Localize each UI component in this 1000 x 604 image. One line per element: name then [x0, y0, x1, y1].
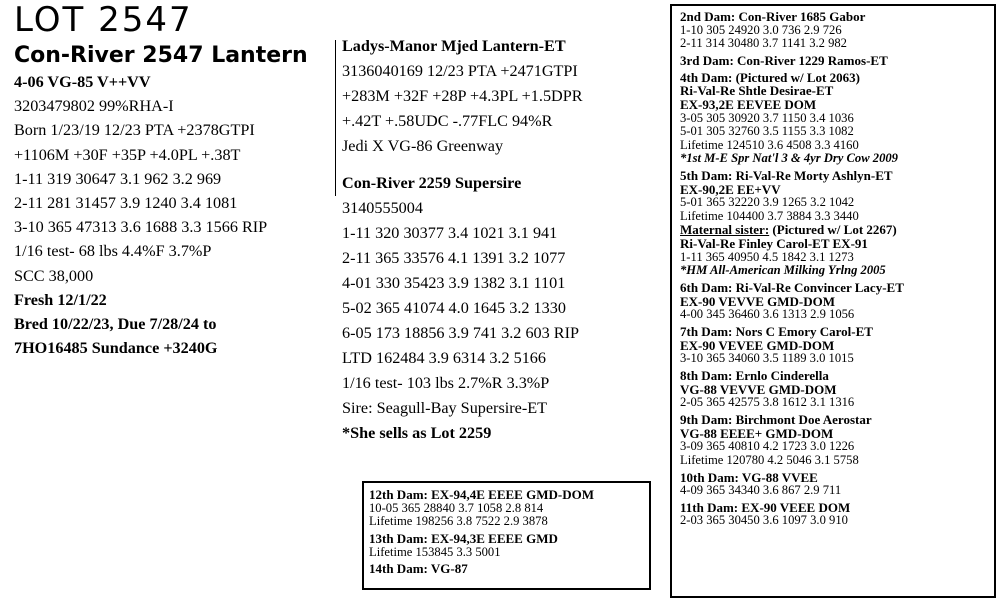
dam-3-entry	[680, 54, 994, 68]
dam-2-record: 2-11 314 30480 3.7 1141 3.2 982	[680, 36, 847, 51]
lot-born-pta: Born 1/23/19 12/23 PTA +2378GTPI	[14, 121, 255, 140]
dam-9-classification: VG-88 EEEE+ GMD-DOM	[680, 425, 834, 441]
dam-5-classification: EX-90,2E EE+VV	[680, 181, 781, 197]
dam-10-record: 4-09 365 34340 3.6 867 2.9 711	[680, 483, 842, 498]
sire-traits: +.42T +.58UDC -.77FLC 94%R	[342, 112, 553, 130]
sire-reg-pta: 3136040169 12/23 PTA +2471GTPI	[342, 62, 578, 80]
dam-11-entry	[680, 501, 994, 528]
dam-12-record: 10-05 365 28840 3.7 1058 2.8 814	[369, 500, 544, 515]
dam-14-entry	[369, 562, 649, 576]
extended-pedigree-box	[362, 481, 651, 590]
dam-4-record: Lifetime 124510 3.6 4508 3.3 4160	[680, 137, 859, 152]
lot-classification: 4-06 VG-85 V++VV	[14, 73, 151, 91]
dam-10-heading: 10th Dam: VG-88 VVEE	[680, 469, 818, 485]
dam-ltd: LTD 162484 3.9 6314 3.2 5166	[342, 349, 546, 367]
dam-13-heading: 13th Dam: EX-94,3E EEEE GMD	[369, 530, 558, 546]
spacer	[342, 159, 662, 171]
lot-details	[14, 70, 324, 360]
dam-5-record: Lifetime 104400 3.7 3884 3.3 3440	[680, 208, 859, 223]
lot-traits: +1106M +30F +35P +4.0PL +.38T	[14, 145, 241, 164]
maternal-sister-record: 1-11 365 40950 4.5 1842 3.1 1273	[680, 249, 854, 264]
dam-record: 5-02 365 41074 4.0 1645 3.2 1330	[342, 299, 566, 317]
lot-fresh: Fresh 12/1/22	[14, 290, 107, 309]
lot-record: 2-11 281 31457 3.9 1240 3.4 1081	[14, 194, 238, 213]
dam-6-classification: EX-90 VEVVE GMD-DOM	[680, 293, 836, 309]
dam-9-entry	[680, 413, 994, 467]
dam-record: 2-11 365 33576 4.1 1391 3.2 1077	[342, 249, 566, 267]
dam-12-record: Lifetime 198256 3.8 7522 2.9 3878	[369, 514, 548, 529]
lot-animal-name: Con-River 2547 Lantern	[14, 43, 308, 68]
dam-record: 4-01 330 35423 3.9 1382 3.1 1101	[342, 274, 566, 292]
dam-13-entry	[369, 532, 649, 559]
dam-4-honor: *1st M-E Spr Nat'l 3 & 4yr Dry Cow 2009	[680, 151, 898, 166]
dam-6-entry	[680, 281, 994, 322]
sire-name: Ladys-Manor Mjed Lantern-ET	[342, 37, 566, 55]
dam-5-heading: 5th Dam: Ri-Val-Re Morty Ashlyn-ET	[680, 168, 893, 184]
dam-4-name: Ri-Val-Re Shtle Desirae-ET	[680, 83, 834, 99]
dam-12-entry	[369, 488, 649, 529]
lot-record: 3-10 365 47313 3.6 1688 3.3 1566 RIP	[14, 218, 268, 237]
dam-3-heading: 3rd Dam: Con-River 1229 Ramos-ET	[680, 52, 888, 68]
dam-9-record: 3-09 365 40810 4.2 1723 3.0 1226	[680, 439, 855, 454]
lot-service-sire: 7HO16485 Sundance +3240G	[14, 339, 218, 358]
lot-test: 1/16 test- 68 lbs 4.4%F 3.7%P	[14, 242, 212, 261]
dam-record: 1-11 320 30377 3.4 1021 3.1 941	[342, 224, 558, 242]
dam-record: 6-05 173 18856 3.9 741 3.2 603 RIP	[342, 324, 579, 342]
dam-5-record: 5-01 365 32220 3.9 1265 3.2 1042	[680, 195, 855, 210]
dam-8-record: 2-05 365 42575 3.8 1612 3.1 1316	[680, 395, 855, 410]
maternal-sister-heading	[680, 223, 994, 237]
lot-title: LOT 2547	[14, 0, 193, 40]
dam-9-heading: 9th Dam: Birchmont Doe Aerostar	[680, 411, 872, 427]
dam-7-entry	[680, 325, 994, 366]
dam-7-classification: EX-90 VEVEE GMD-DOM	[680, 337, 835, 353]
dam-2-entry	[680, 10, 994, 51]
dam-4-record: 5-01 305 32760 3.5 1155 3.3 1082	[680, 124, 854, 139]
dam-5-entry	[680, 169, 994, 278]
dam-13-record: Lifetime 153845 3.3 5001	[369, 544, 501, 559]
sire-traits: +283M +32F +28P +4.3PL +1.5DPR	[342, 87, 583, 105]
maternal-sister-label: Maternal sister:	[680, 222, 770, 238]
dam-sire: Sire: Seagull-Bay Supersire-ET	[342, 399, 547, 417]
sire-dam-details	[342, 34, 662, 446]
dam-2-heading: 2nd Dam: Con-River 1685 Gabor	[680, 9, 866, 24]
dam-7-heading: 7th Dam: Nors C Emory Carol-ET	[680, 324, 873, 339]
dam-6-heading: 6th Dam: Ri-Val-Re Convincer Lacy-ET	[680, 280, 904, 296]
maternal-sister-note: (Pictured w/ Lot 2267)	[769, 222, 897, 238]
sire-divider	[335, 40, 336, 196]
dam-4-heading: 4th Dam: (Pictured w/ Lot 2063)	[680, 69, 860, 85]
dam-4-record: 3-05 305 30920 3.7 1150 3.4 1036	[680, 110, 854, 125]
lot-record: 1-11 319 30647 3.1 962 3.2 969	[14, 169, 222, 188]
dam-6-record: 4-00 345 36460 3.6 1313 2.9 1056	[680, 307, 855, 322]
dam-8-entry	[680, 369, 994, 410]
sire-pedigree: Jedi X VG-86 Greenway	[342, 137, 504, 155]
dam-sale-note: *She sells as Lot 2259	[342, 424, 492, 442]
dam-test: 1/16 test- 103 lbs 2.7%R 3.3%P	[342, 374, 550, 392]
maternal-sister-name: Ri-Val-Re Finley Carol-ET EX-91	[680, 236, 868, 252]
dam-10-entry	[680, 471, 994, 498]
dam-12-heading: 12th Dam: EX-94,4E EEEE GMD-DOM	[369, 487, 594, 502]
dam-8-heading: 8th Dam: Ernlo Cinderella	[680, 367, 829, 383]
dam-9-record: Lifetime 120780 4.2 5046 3.1 5758	[680, 452, 859, 467]
dam-8-classification: VG-88 VEVVE GMD-DOM	[680, 381, 837, 397]
dam-14-heading: 14th Dam: VG-87	[369, 561, 468, 577]
dam-7-record: 3-10 365 34060 3.5 1189 3.0 1015	[680, 351, 854, 366]
dam-name: Con-River 2259 Supersire	[342, 174, 522, 192]
lot-bred: Bred 10/22/23, Due 7/28/24 to	[14, 315, 217, 334]
pedigree-box	[670, 4, 996, 598]
dam-11-record: 2-03 365 30450 3.6 1097 3.0 910	[680, 513, 848, 528]
lot-registration: 3203479802 99%RHA-I	[14, 97, 174, 116]
dam-11-heading: 11th Dam: EX-90 VEEE DOM	[680, 499, 851, 515]
maternal-sister-honor: *HM All-American Milking Yrlng 2005	[680, 263, 886, 278]
dam-4-classification: EX-93,2E EEVEE DOM	[680, 96, 817, 112]
lot-scc: SCC 38,000	[14, 266, 94, 285]
dam-registration: 3140555004	[342, 199, 423, 217]
dam-2-record: 1-10 305 24920 3.0 736 2.9 726	[680, 22, 842, 37]
dam-4-entry	[680, 71, 994, 166]
